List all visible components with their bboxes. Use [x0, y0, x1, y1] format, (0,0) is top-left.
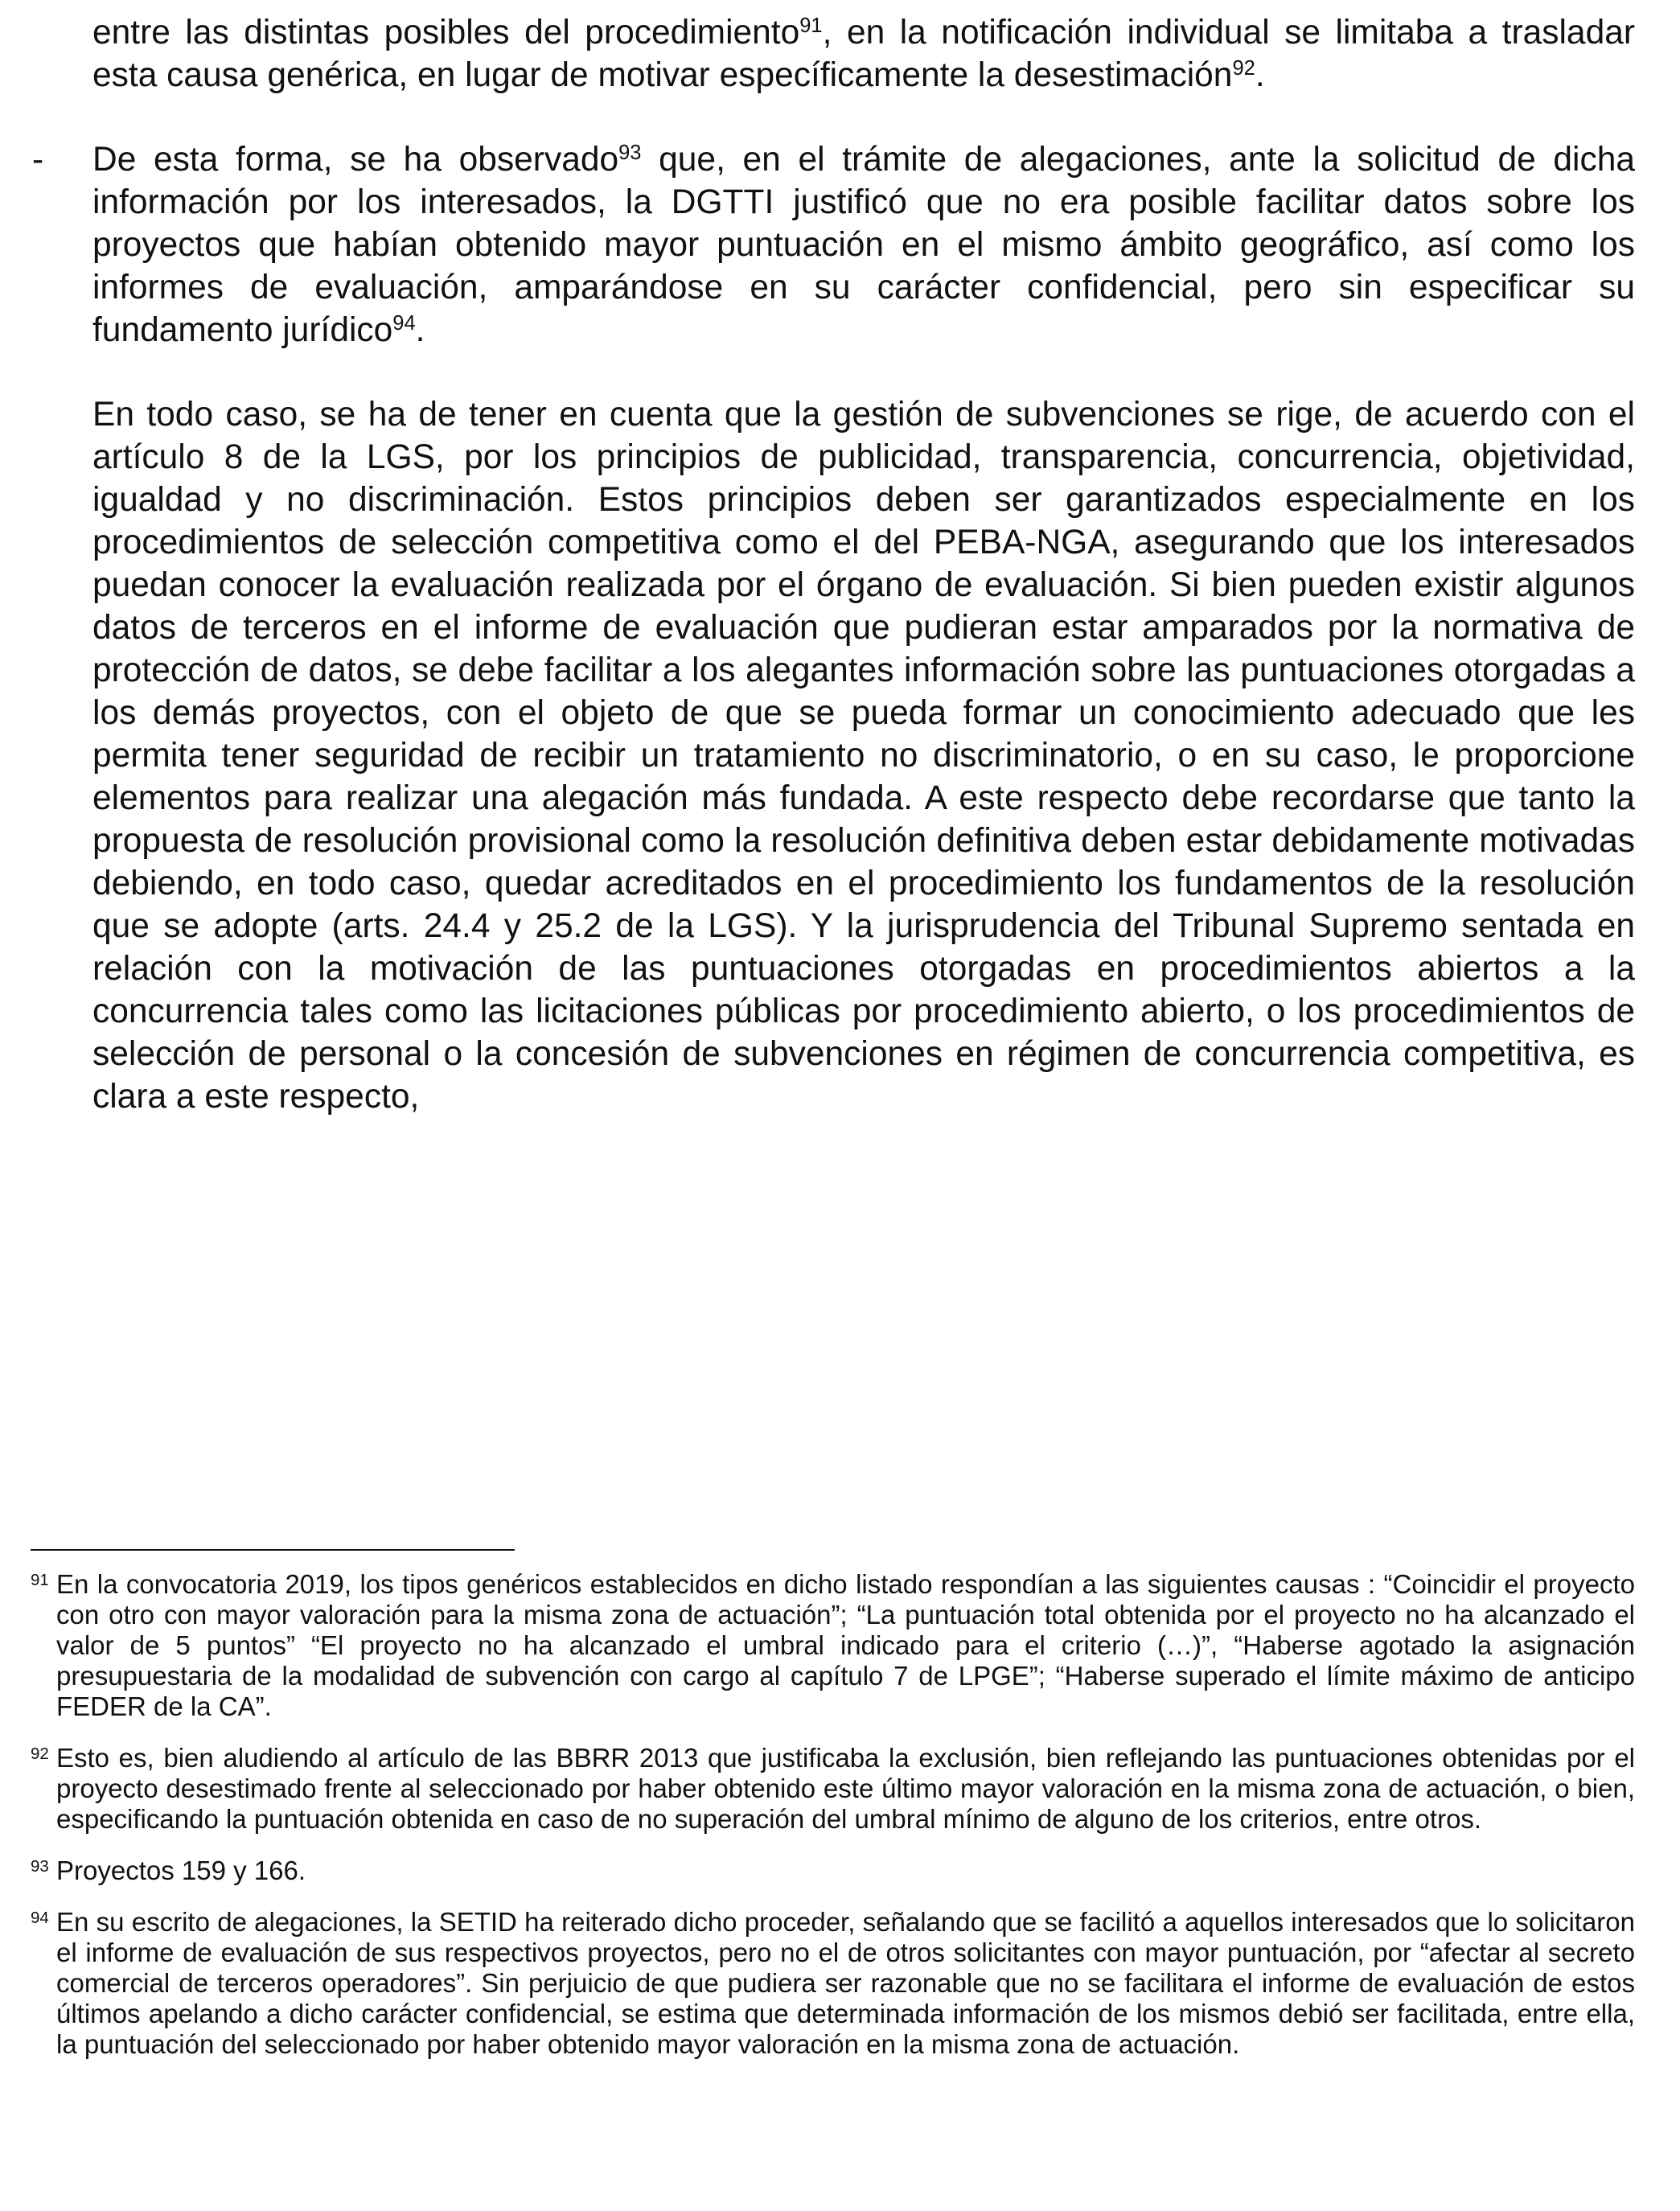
- paragraph-text: que, en el trámite de alegaciones, ante la solicitud de dicha información por los interesados, la DGTTI justificó que no era posible facilitar datos sobre los proyectos que habían obtenido mayor puntuación en el mismo ámbito geográfico, así como los informes de evaluación, amparándose en su carácter confidencial, pero sin especificar su fundamento jurídico: [92, 141, 1635, 349]
- footnote-ref-93[interactable]: 93: [618, 142, 642, 165]
- footnote-ref-94[interactable]: 94: [392, 312, 416, 335]
- paragraph-text: entre las distintas posibles del procedimiento: [92, 14, 800, 51]
- footnote-94: 94 En su escrito de alegaciones, la SETID ha reiterado dicho proceder, señalando que se facilitó a aquellos interesados que lo solicitaron el informe de evaluación de sus respectivos proyectos, pero no el de otros solicitantes con mayor puntuación, por “afectar al secreto comercial de terceros operadores”. Sin perjuicio de que pudiera ser razonable que no se facilitara el informe de evaluación de estos últimos apelando a dicho carácter confidencial, se estima que determinada información de los mismos debió ser facilitada, entre ella, la puntuación del seleccionado por haber obtenido mayor valoración en la misma zona de actuación.: [31, 1907, 1635, 2059]
- paragraph-text: De esta forma, se ha observado: [92, 141, 619, 179]
- footnote-separator: [31, 1549, 515, 1551]
- footnote-92: 92 Esto es, bien aludiendo al artículo de las BBRR 2013 que justificaba la exclusión, bien reflejando las puntuaciones obtenidas por el proyecto desestimado frente al seleccionado por haber obtenido este último mayor valoración en la misma zona de actuación, o bien, especificando la puntuación obtenida en caso de no superación del umbral mínimo de alguno de los criterios, entre otros.: [31, 1743, 1635, 1834]
- footnote-91: 91 En la convocatoria 2019, los tipos genéricos establecidos en dicho listado respondían a las siguientes causas : “Coincidir el proyecto con otro con mayor valoración para la misma zona de actuación”; “La puntuación total obtenida por el proyecto no ha alcanzado el valor de 5 puntos” “El proyecto no ha alcanzado el umbral indicado para el criterio (…)”, “Haberse agotado la asignación presupuestaria de la modalidad de subvención con cargo al capítulo 7 de LPGE”; “Haberse superado el límite máximo de anticipo FEDER de la CA”.: [31, 1569, 1635, 1721]
- footnotes: [31, 1569, 1635, 2081]
- footnote-text: En la convocatoria 2019, los tipos genéricos establecidos en dicho listado respondían a las siguientes causas : “Coincidir el proyecto con otro con mayor valoración para la misma zona de actuación”; “La puntuación total obtenida por el proyecto no ha alcanzado el valor de 5 puntos” “El proyecto no ha alcanzado el umbral indicado para el criterio (…)”, “Haberse agotado la asignación presupuestaria de la modalidad de subvención con cargo al capítulo 7 de LPGE”; “Haberse superado el límite máximo de anticipo FEDER de la CA”.: [56, 1569, 1635, 1721]
- paragraph-continuation: [92, 11, 1635, 97]
- footnote-93: 93 Proyectos 159 y 166.: [31, 1856, 306, 1885]
- paragraph-text: , en la notificación individual se limitaba a trasladar esta causa genérica, en lugar de motivar específicamente la desestimación: [92, 14, 1635, 94]
- footnote-text: Esto es, bien aludiendo al artículo de las BBRR 2013 que justificaba la exclusión, bien reflejando las puntuaciones obtenidas por el proyecto desestimado frente al seleccionado por haber obtenido este último mayor valoración en la misma zona de actuación, o bien, especificando la puntuación obtenida en caso de no superación del umbral mínimo de alguno de los criterios, entre otros.: [56, 1743, 1635, 1834]
- paragraph-text: .: [1255, 56, 1265, 94]
- paragraph-principles: En todo caso, se ha de tener en cuenta que la gestión de subvenciones se rige, de acuerdo con el artículo 8 de la LGS, por los principios de publicidad, transparencia, concurrencia, objetividad, igualdad y no discriminación. Estos principios deben ser garantizados especialmente en los procedimientos de selección competitiva como el del PEBA-NGA, asegurando que los interesados puedan conocer la evaluación realizada por el órgano de evaluación. Si bien pueden existir algunos datos de terceros en el informe de evaluación que pudieran estar amparados por la normativa de protección de datos, se debe facilitar a los alegantes información sobre las puntuaciones otorgadas a los demás proyectos, con el objeto de que se pueda formar un conocimiento adecuado que les permita tener seguridad de recibir un tratamiento no discriminatorio, o en su caso, le proporcione elementos para realizar una alegación más fundada. A este respecto debe recordarse que tanto la propuesta de resolución provisional como la resolución definitiva deben estar debidamente motivadas debiendo, en todo caso, quedar acreditados en el procedimiento los fundamentos de la resolución que se adopte (arts. 24.4 y 25.2 de la LGS). Y la jurisprudencia del Tribunal Supremo sentada en relación con la motivación de las puntuaciones otorgadas en procedimientos abiertos a la concurrencia tales como las licitaciones públicas por procedimiento abierto, o los procedimientos de selección de personal o la concesión de subvenciones en régimen de concurrencia competitiva, es clara a este respecto,: [92, 396, 1635, 1116]
- paragraph-text: .: [415, 311, 425, 349]
- footnote-ref-92[interactable]: 92: [1232, 57, 1255, 80]
- footnote-text: Proyectos 159 y 166.: [56, 1856, 306, 1885]
- footnote-text: En su escrito de alegaciones, la SETID ha reiterado dicho proceder, señalando que se facilitó a aquellos interesados que lo solicitaron el informe de evaluación de sus respectivos proyectos, pero no el de otros solicitantes con mayor puntuación, por “afectar al secreto comercial de terceros operadores”. Sin perjuicio de que pudiera ser razonable que no se facilitara el informe de evaluación de estos últimos apelando a dicho carácter confidencial, se estima que determinada información de los mismos debió ser facilitada, entre ella, la puntuación del seleccionado por haber obtenido mayor valoración en la misma zona de actuación.: [56, 1907, 1635, 2059]
- list-dash-marker: -: [32, 141, 44, 179]
- dash-list-item: [32, 138, 1635, 351]
- main-text: [32, 11, 1635, 1118]
- footnote-ref-91[interactable]: 91: [799, 14, 823, 38]
